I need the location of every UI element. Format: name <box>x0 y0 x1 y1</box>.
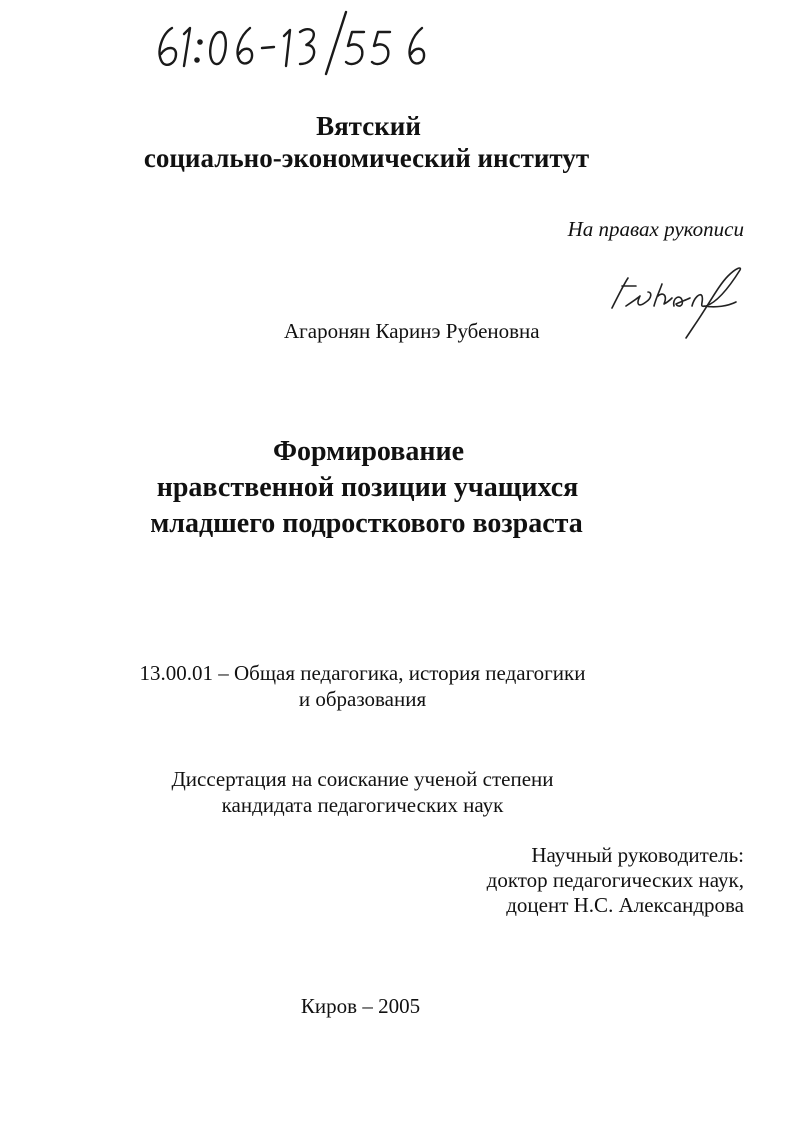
dissertation-title-line2: нравственной позиции учащихся <box>156 472 579 503</box>
degree-line2: кандидата педагогических наук <box>221 793 504 817</box>
advisor-degree: доктор педагогических наук, <box>486 868 744 892</box>
specialty-line2: и образования <box>298 687 427 711</box>
handwritten-stamp-icon <box>150 8 450 78</box>
signature-icon <box>608 262 748 342</box>
advisor-label: Научный руководитель: <box>531 843 744 867</box>
author-signature <box>608 262 748 342</box>
advisor-name: доцент Н.С. Александрова <box>506 893 744 917</box>
specialty-line1: 13.00.01 – Общая педагогика, история педагогики <box>139 661 586 685</box>
archive-stamp <box>150 8 450 78</box>
institution-name-line1: Вятский <box>316 111 421 141</box>
author-name: Агаронян Каринэ Рубеновна <box>284 319 540 343</box>
rights-note: На правах рукописи <box>567 217 744 241</box>
degree-line1: Диссертация на соискание ученой степени <box>171 767 554 791</box>
institution-name-line2: социально-экономический институт <box>143 143 590 173</box>
dissertation-title-line1: Формирование <box>272 436 465 467</box>
city-year: Киров – 2005 <box>300 994 421 1018</box>
dissertation-title-line3: младшего подросткового возраста <box>150 508 583 539</box>
